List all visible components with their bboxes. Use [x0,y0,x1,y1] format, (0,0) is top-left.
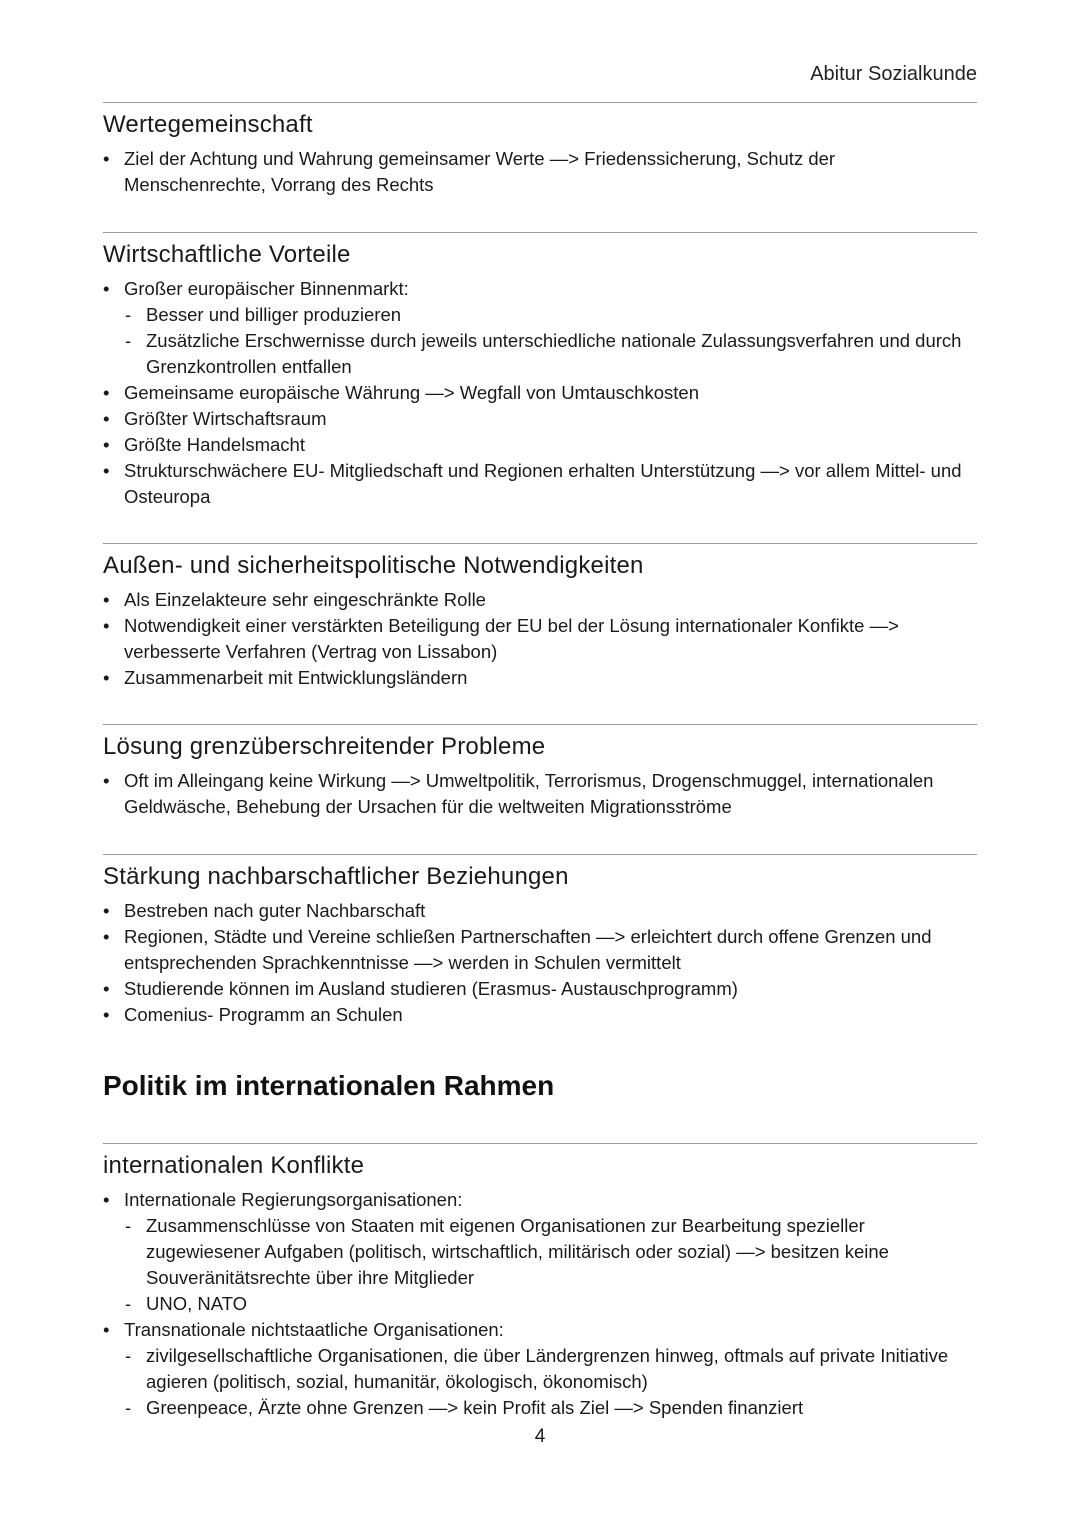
divider [103,724,977,725]
list-item: • Größter Wirtschaftsraum [103,406,977,432]
bullet-list [103,1187,977,1421]
divider [103,102,977,103]
running-header: Abitur Sozialkunde [810,63,977,85]
bullet-list [103,898,977,1028]
section-nachbarschaft [103,854,977,1028]
sub-list-item: - UNO, NATO [103,1291,977,1317]
bullet-list [103,587,977,691]
list-item: • Comenius- Programm an Schulen [103,1002,977,1028]
divider [103,232,977,233]
sub-list-item: - Zusätzliche Erschwernisse durch jeweils unterschiedliche nationale Zulassungsverfahren und durch Grenzkontrollen entfallen [103,328,977,380]
list-item: • Ziel der Achtung und Wahrung gemeinsamer Werte —> Friedenssicherung, Schutz der Menschenrechte, Vorrang des Rechts [103,146,977,198]
divider [103,1143,977,1144]
main-heading: Politik im internationalen Rahmen [103,1070,555,1101]
section-title: Wirtschaftliche Vorteile [103,241,351,268]
section-internationale-konflikte [103,1143,977,1421]
list-item: • Zusammenarbeit mit Entwicklungsländern [103,665,977,691]
list-item: • Internationale Regierungsorganisationen: [103,1187,977,1213]
list-item: • Bestreben nach guter Nachbarschaft [103,898,977,924]
list-item: • Großer europäischer Binnenmarkt: [103,276,977,302]
section-wirtschaftliche-vorteile [103,232,977,510]
bullet-list [103,768,977,820]
divider [103,854,977,855]
list-item: • Gemeinsame europäische Währung —> Wegfall von Umtauschkosten [103,380,977,406]
section-title: Wertegemeinschaft [103,111,313,138]
section-title: Außen- und sicherheitspolitische Notwendigkeiten [103,552,644,579]
section-wertegemeinschaft [103,102,977,198]
section-grenzueberschreitende-probleme [103,724,977,820]
bullet-list [103,146,977,198]
list-item: • Strukturschwächere EU- Mitgliedschaft und Regionen erhalten Unterstützung —> vor allem Mittel- und Osteuropa [103,458,977,510]
divider [103,543,977,544]
list-item: • Transnationale nichtstaatliche Organisationen: [103,1317,977,1343]
section-title: internationalen Konflikte [103,1152,365,1179]
list-item: • Größte Handelsmacht [103,432,977,458]
list-item: • Notwendigkeit einer verstärkten Beteiligung der EU bel der Lösung internationaler Konfikte —> verbesserte Verfahren (Vertrag von Lissabon) [103,613,977,665]
sub-list-item: - Besser und billiger produzieren [103,302,977,328]
section-title: Stärkung nachbarschaftlicher Beziehungen [103,863,569,890]
sub-list-item: - Greenpeace, Ärzte ohne Grenzen —> kein Profit als Ziel —> Spenden finanziert [103,1395,977,1421]
sub-list-item: - zivilgesellschaftliche Organisationen, die über Ländergrenzen hinweg, oftmals auf private Initiative agieren (politisch, sozial, humanitär, ökologisch, ökonomisch) [103,1343,977,1395]
section-aussenpolitik [103,543,977,691]
list-item: • Regionen, Städte und Vereine schließen Partnerschaften —> erleichtert durch offene Grenzen und entsprechenden Sprachkenntnisse —> werden in Schulen vermittelt [103,924,977,976]
sub-list-item: - Zusammenschlüsse von Staaten mit eigenen Organisationen zur Bearbeitung spezieller zugewiesener Aufgaben (politisch, wirtschaftlich, militärisch oder sozial) —> besitzen keine Souveränitätsrechte über ihre Mitglieder [103,1213,977,1291]
list-item: • Oft im Alleingang keine Wirkung —> Umweltpolitik, Terrorismus, Drogenschmuggel, internationalen Geldwäsche, Behebung der Ursachen für die weltweiten Migrationsströme [103,768,977,820]
list-item: • Als Einzelakteure sehr eingeschränkte Rolle [103,587,977,613]
page-number: 4 [534,1426,546,1447]
section-title: Lösung grenzüberschreitender Probleme [103,733,546,760]
list-item: • Studierende können im Ausland studieren (Erasmus- Austauschprogramm) [103,976,977,1002]
bullet-list [103,276,977,510]
